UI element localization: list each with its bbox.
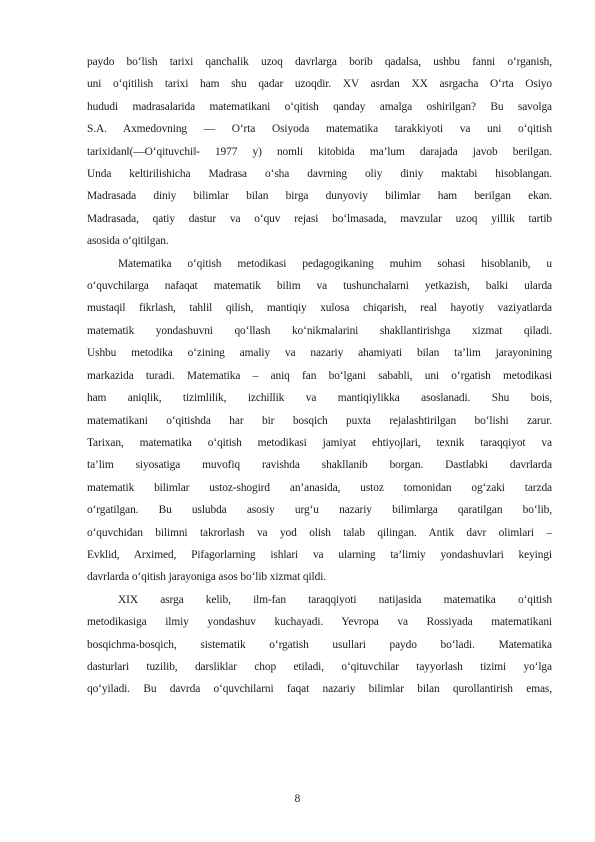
text-line: ham aniqlik, tizimlilik, izchillik va mantiqiylikka asoslanadi. Shu bois, — [87, 392, 552, 405]
paragraph-1 — [87, 51, 552, 253]
text-line: tarixidan‖(—O‘qituvchi‖- 1977 y) nomli kitobida ma’lum darajada javob berilgan. — [87, 145, 552, 158]
text-line: Ushbu metodika o‘zining amaliy va nazariy ahamiyati bilan ta’lim jarayonining — [87, 347, 552, 360]
text-line: mustaqil fikrlash, tahlil qilish, mantiqiy xulosa chiqarish, real hayotiy vaziyatlarda — [87, 302, 552, 315]
paragraph-2 — [87, 253, 552, 589]
text-line: S.A. Axmedovning — O‘rta Osiyoda matematika tarakkiyoti va uni o‘qitish — [87, 123, 552, 136]
text-line: hududi madrasalarida matematikani o‘qitish qanday amalga oshirilgan? Bu savolga — [87, 100, 552, 113]
text-line: matematikani o‘qitishda har bir bosqich puxta rejalashtirilgan bo‘lishi zarur. — [87, 414, 552, 427]
document-page — [87, 51, 552, 701]
text-line: o‘quvchidan bilimni takrorlash va yod olish talab qilingan. Antik davr olimlari – — [87, 526, 552, 539]
text-line: Tarixan, matematika o‘qitish metodikasi jamiyat ehtiyojlari, texnik taraqqiyot va — [87, 436, 552, 449]
text-line: Madrasada, qatiy dastur va o‘quv rejasi bo‘lmasada, mavzular uzoq yillik tartib — [87, 212, 552, 225]
text-line: Madrasada diniy bilimlar bilan birga dunyoviy bilimlar ham berilgan ekan. — [87, 190, 552, 203]
text-line: matematik yondashuvni qo‘llash ko‘nikmalarini shakllantirishga xizmat qiladi. — [87, 324, 552, 337]
text-line: davrlarda o‘qitish jarayoniga asos bo‘lib xizmat qildi. — [87, 571, 327, 584]
text-line: bosqichma-bosqich, sistematik o‘rgatish usullari paydo bo‘ladi. Matematika — [87, 638, 552, 651]
text-line: Evklid, Arximed, Pifagorlarning ishlari va ularning ta’limiy yondashuvlari keyingi — [87, 548, 552, 561]
text-line: markazida turadi. Matematika – aniq fan bo‘lgani sababli, uni o‘rgatish metodikasi — [87, 369, 552, 382]
paragraph-3 — [87, 589, 552, 701]
text-line: dasturlari tuzilib, darsliklar chop etiladi, o‘qituvchilar tayyorlash tizimi yo‘lga — [87, 660, 552, 673]
text-line: ta’lim siyosatiga muvofiq ravishda shakllanib borgan. Dastlabki davrlarda — [87, 459, 552, 472]
text-line: o‘quvchilarga nafaqat matematik bilim va tushunchalarni yetkazish, balki ularda — [87, 280, 552, 293]
text-line: Matematika o‘qitish metodikasi pedagogikaning muhim sohasi hisoblanib, u — [118, 257, 552, 270]
text-line: Unda keltirilishicha Madrasa o‘sha davrning oliy diniy maktabi hisoblangan. — [87, 168, 552, 181]
text-line: asosida o‘qitilgan. — [87, 235, 169, 248]
text-line: metodikasiga ilmiy yondashuv kuchayadi. Yevropa va Rossiyada matematikani — [87, 616, 552, 629]
page-number: 8 — [294, 793, 301, 805]
text-line: o‘rgatilgan. Bu uslubda asosiy urg‘u nazariy bilimlarga qaratilgan bo‘lib, — [87, 504, 552, 517]
text-line: matematik bilimlar ustoz-shogird an’anasida, ustoz tomonidan og‘zaki tarzda — [87, 481, 552, 494]
text-line: XIX asrga kelib, ilm-fan taraqqiyoti natijasida matematika o‘qitish — [118, 593, 552, 606]
text-line: qo‘yiladi. Bu davrda o‘quvchilarni faqat nazariy bilimlar bilan qurollantirish emas, — [87, 683, 552, 696]
text-line: uni o‘qitilish tarixi ham shu qadar uzoqdir. XV asrdan XX asrgacha O‘rta Osiyo — [87, 78, 552, 91]
text-line: paydo bo‘lish tarixi qanchalik uzoq davrlarga borib qadalsa, ushbu fanni o‘rganish, — [87, 56, 552, 68]
